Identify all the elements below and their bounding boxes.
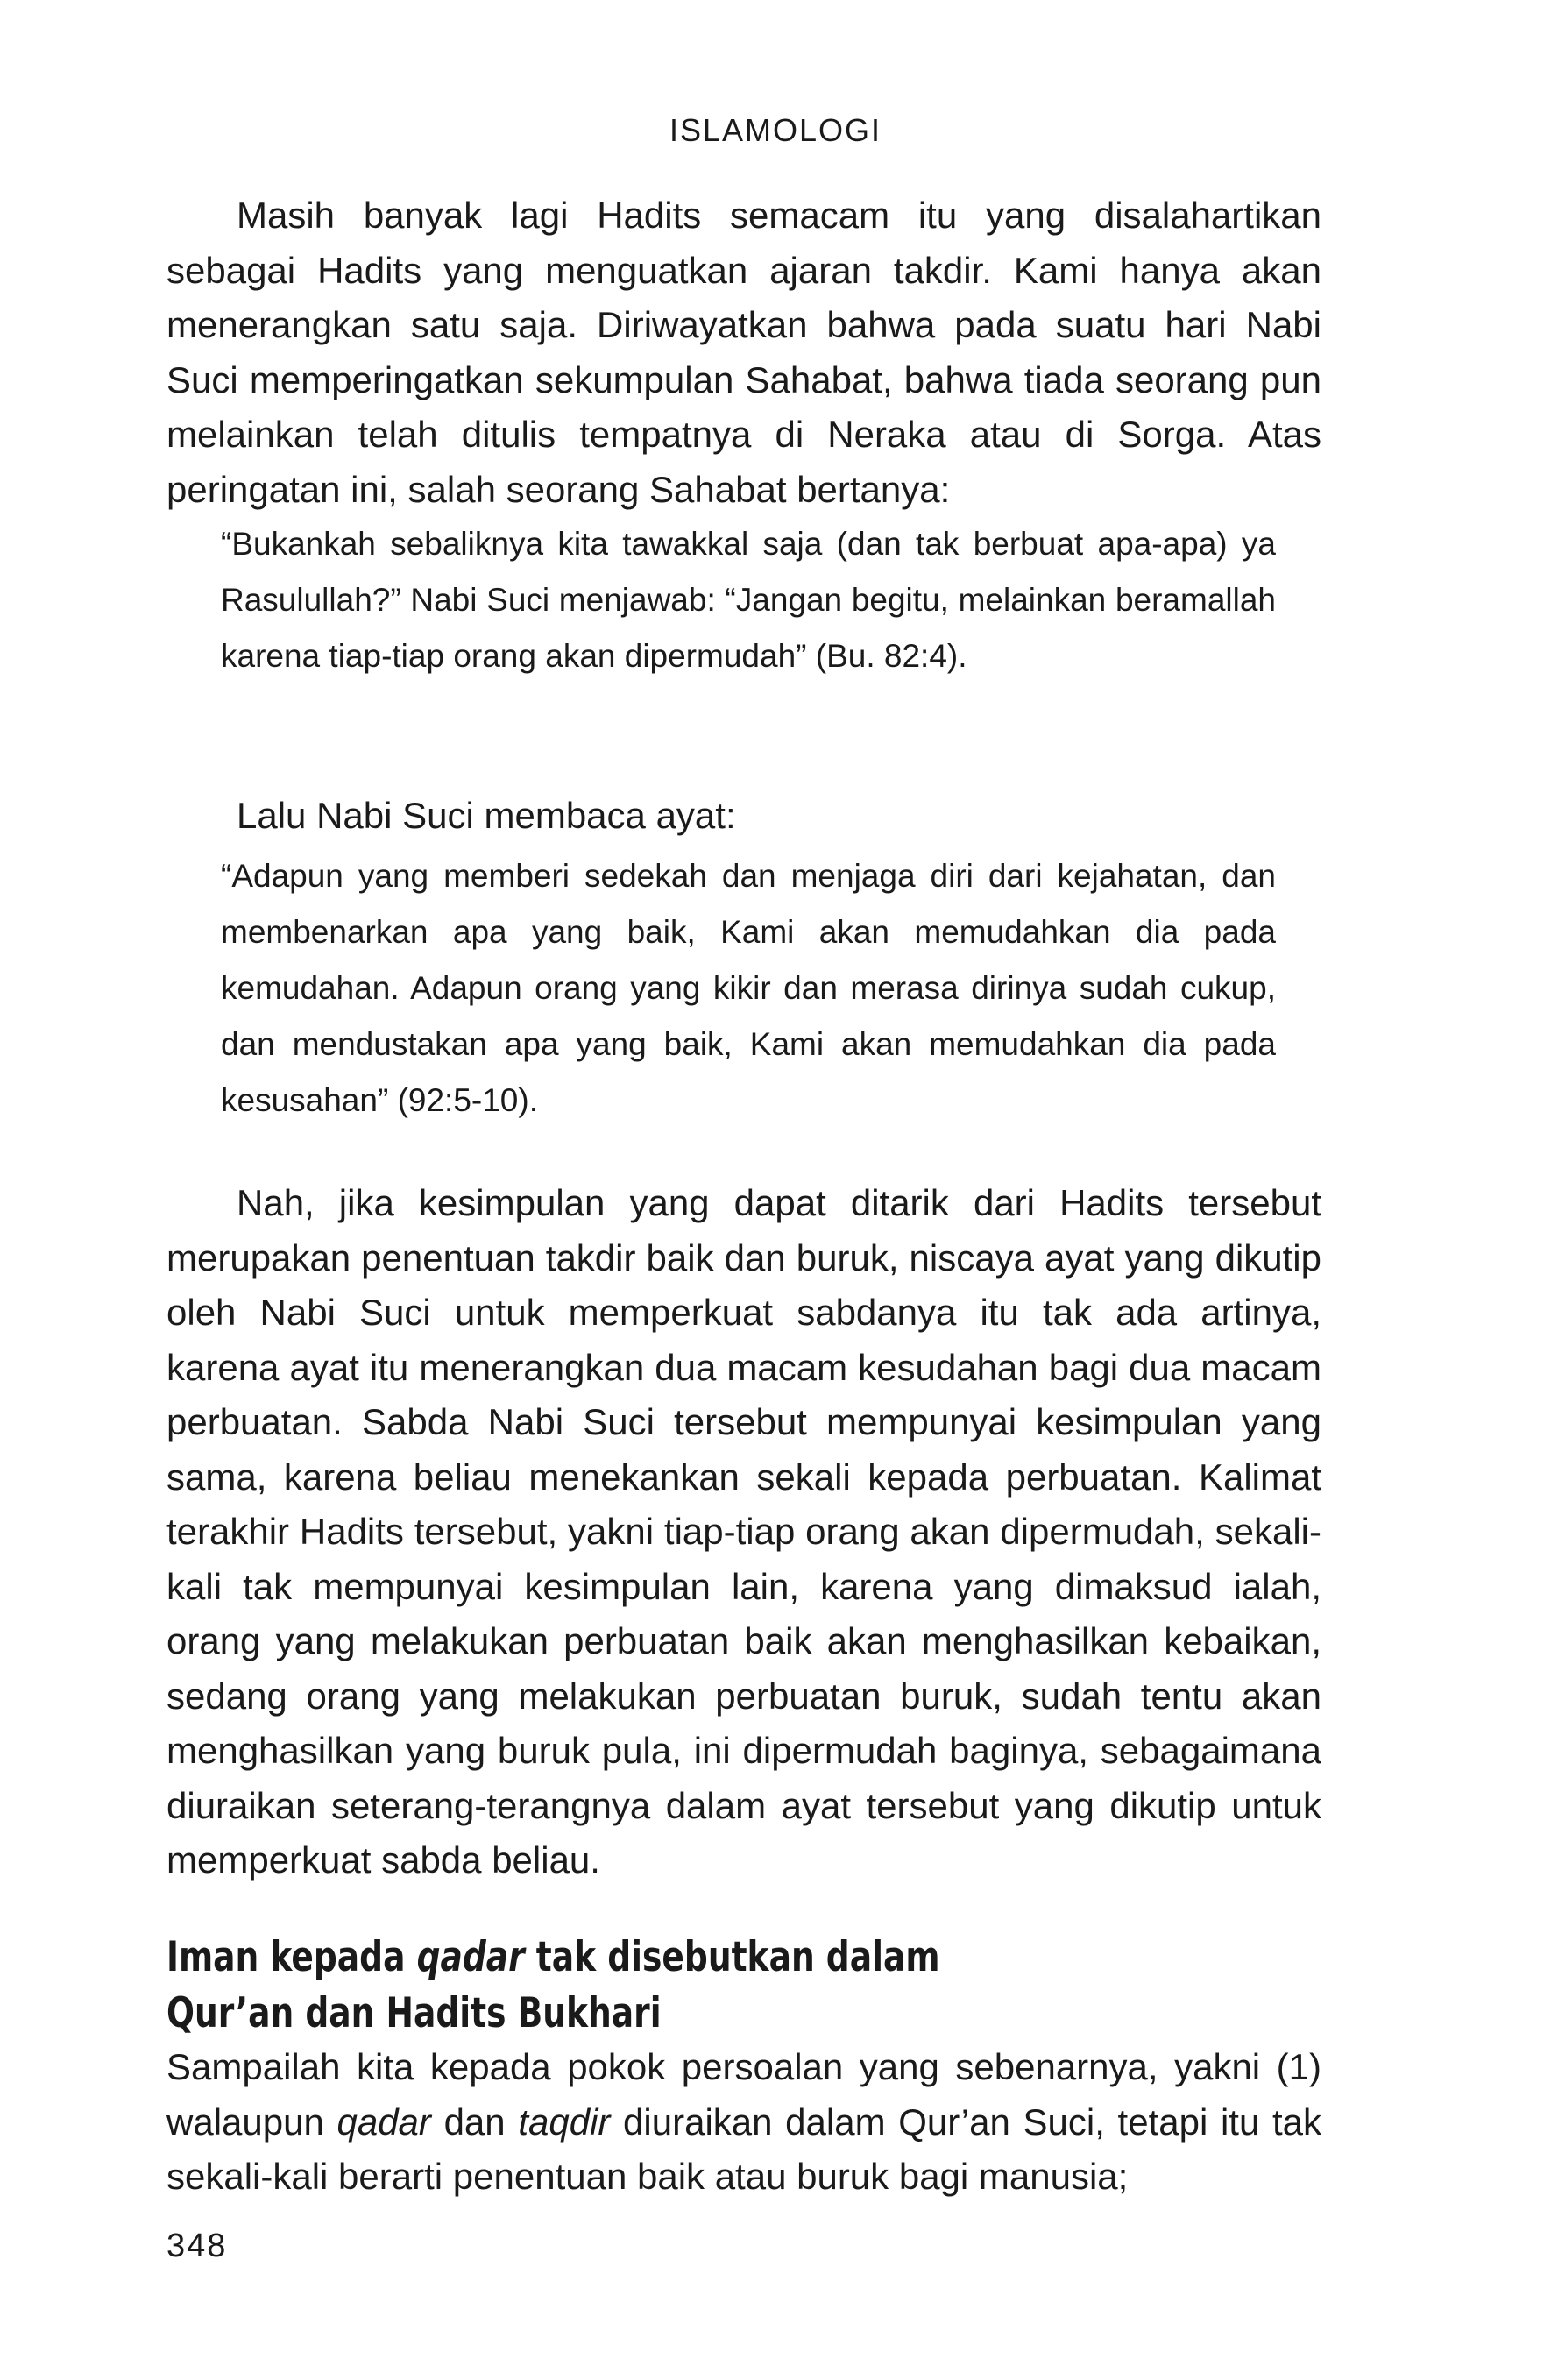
body-paragraph-2: Lalu Nabi Suci membaca ayat: [237, 795, 736, 836]
body-paragraph-1: Masih banyak lagi Hadits semacam itu yang disalahartikan sebagai Hadits yang menguatkan ajaran takdir. Kami hanya akan menerangkan satu saja. Diriwayatkan bahwa pada suatu hari Nabi Suci memperingatkan sekumpulan Sahabat, bahwa tiada seorang pun melainkan telah ditulis tempatnya di Neraka atau di Sorga. Atas peringatan ini, salah seorang Sahabat bertanya: [166, 195, 1321, 510]
page-number: 348 [166, 2228, 228, 2264]
para4-text-b: dan [430, 2100, 519, 2143]
para4-text-c: diuraikan dalam Qur’an Suci, tetapi itu tak sekali-kali berarti penentuan baik atau buruk bagi manusia; [166, 2100, 1322, 2197]
quran-verse-quote: “Adapun yang memberi sedekah dan menjaga diri dari kejahatan, dan membenarkan apa yang baik, Kami akan memudahkan dia pada kemudahan. Adapun orang yang kikir dan merasa dirinya sudah cukup, dan mendustakan apa yang baik, Kami akan memudahkan dia pada kesusahan” (92:5-10). [221, 858, 1276, 1118]
running-head: ISLAMOLOGI [669, 112, 882, 148]
section-heading-post: tak disebutkan dalam Qur’an dan Hadits Bukhari [166, 1933, 940, 2037]
term-taqdir: taqdir [518, 2100, 611, 2143]
para4-text-a: Sampailah kita kepada pokok persoalan yang sebenarnya, yakni (1) walaupun [166, 2046, 1321, 2143]
section-heading [166, 1930, 1078, 2042]
body-paragraph-3: Nah, jika kesimpulan yang dapat ditarik dari Hadits tersebut merupakan penentuan takdir baik dan buruk, niscaya ayat yang dikutip oleh Nabi Suci untuk memperkuat sabdanya itu tak ada artinya, karena ayat itu menerangkan dua macam kesudahan bagi dua macam perbuatan. Sabda Nabi Suci tersebut mempunyai kesimpulan yang sama, karena beliau menekankan sekali kepada perbuatan. Kalimat terakhir Hadits tersebut, yakni tiap-tiap orang akan dipermudah, sekali-kali tak mempunyai kesimpulan lain, karena yang dimaksud ialah, orang yang melakukan perbuatan baik akan menghasilkan kebaikan, sedang orang yang melakukan perbuatan buruk, sudah tentu akan menghasilkan yang buruk pula, ini dipermudah baginya, sebagaimana diuraikan seterang-terangnya dalam ayat tersebut yang dikutip untuk memperkuat sabda beliau. [166, 1182, 1321, 1881]
section-heading-italic: qadar [416, 1933, 525, 1981]
hadith-quote: “Bukankah sebaliknya kita tawakkal saja (dan tak berbuat apa-apa) ya Rasulullah?” Nabi Suci menjawab: “Jangan begitu, melainkan beramallah karena tiap-tiap orang akan dipermudah” (Bu. 82:4). [221, 526, 1276, 674]
term-qadar: qadar [336, 2100, 431, 2143]
body-paragraph-4 [166, 2040, 1321, 2205]
section-heading-pre: Iman kepada [166, 1933, 417, 1981]
